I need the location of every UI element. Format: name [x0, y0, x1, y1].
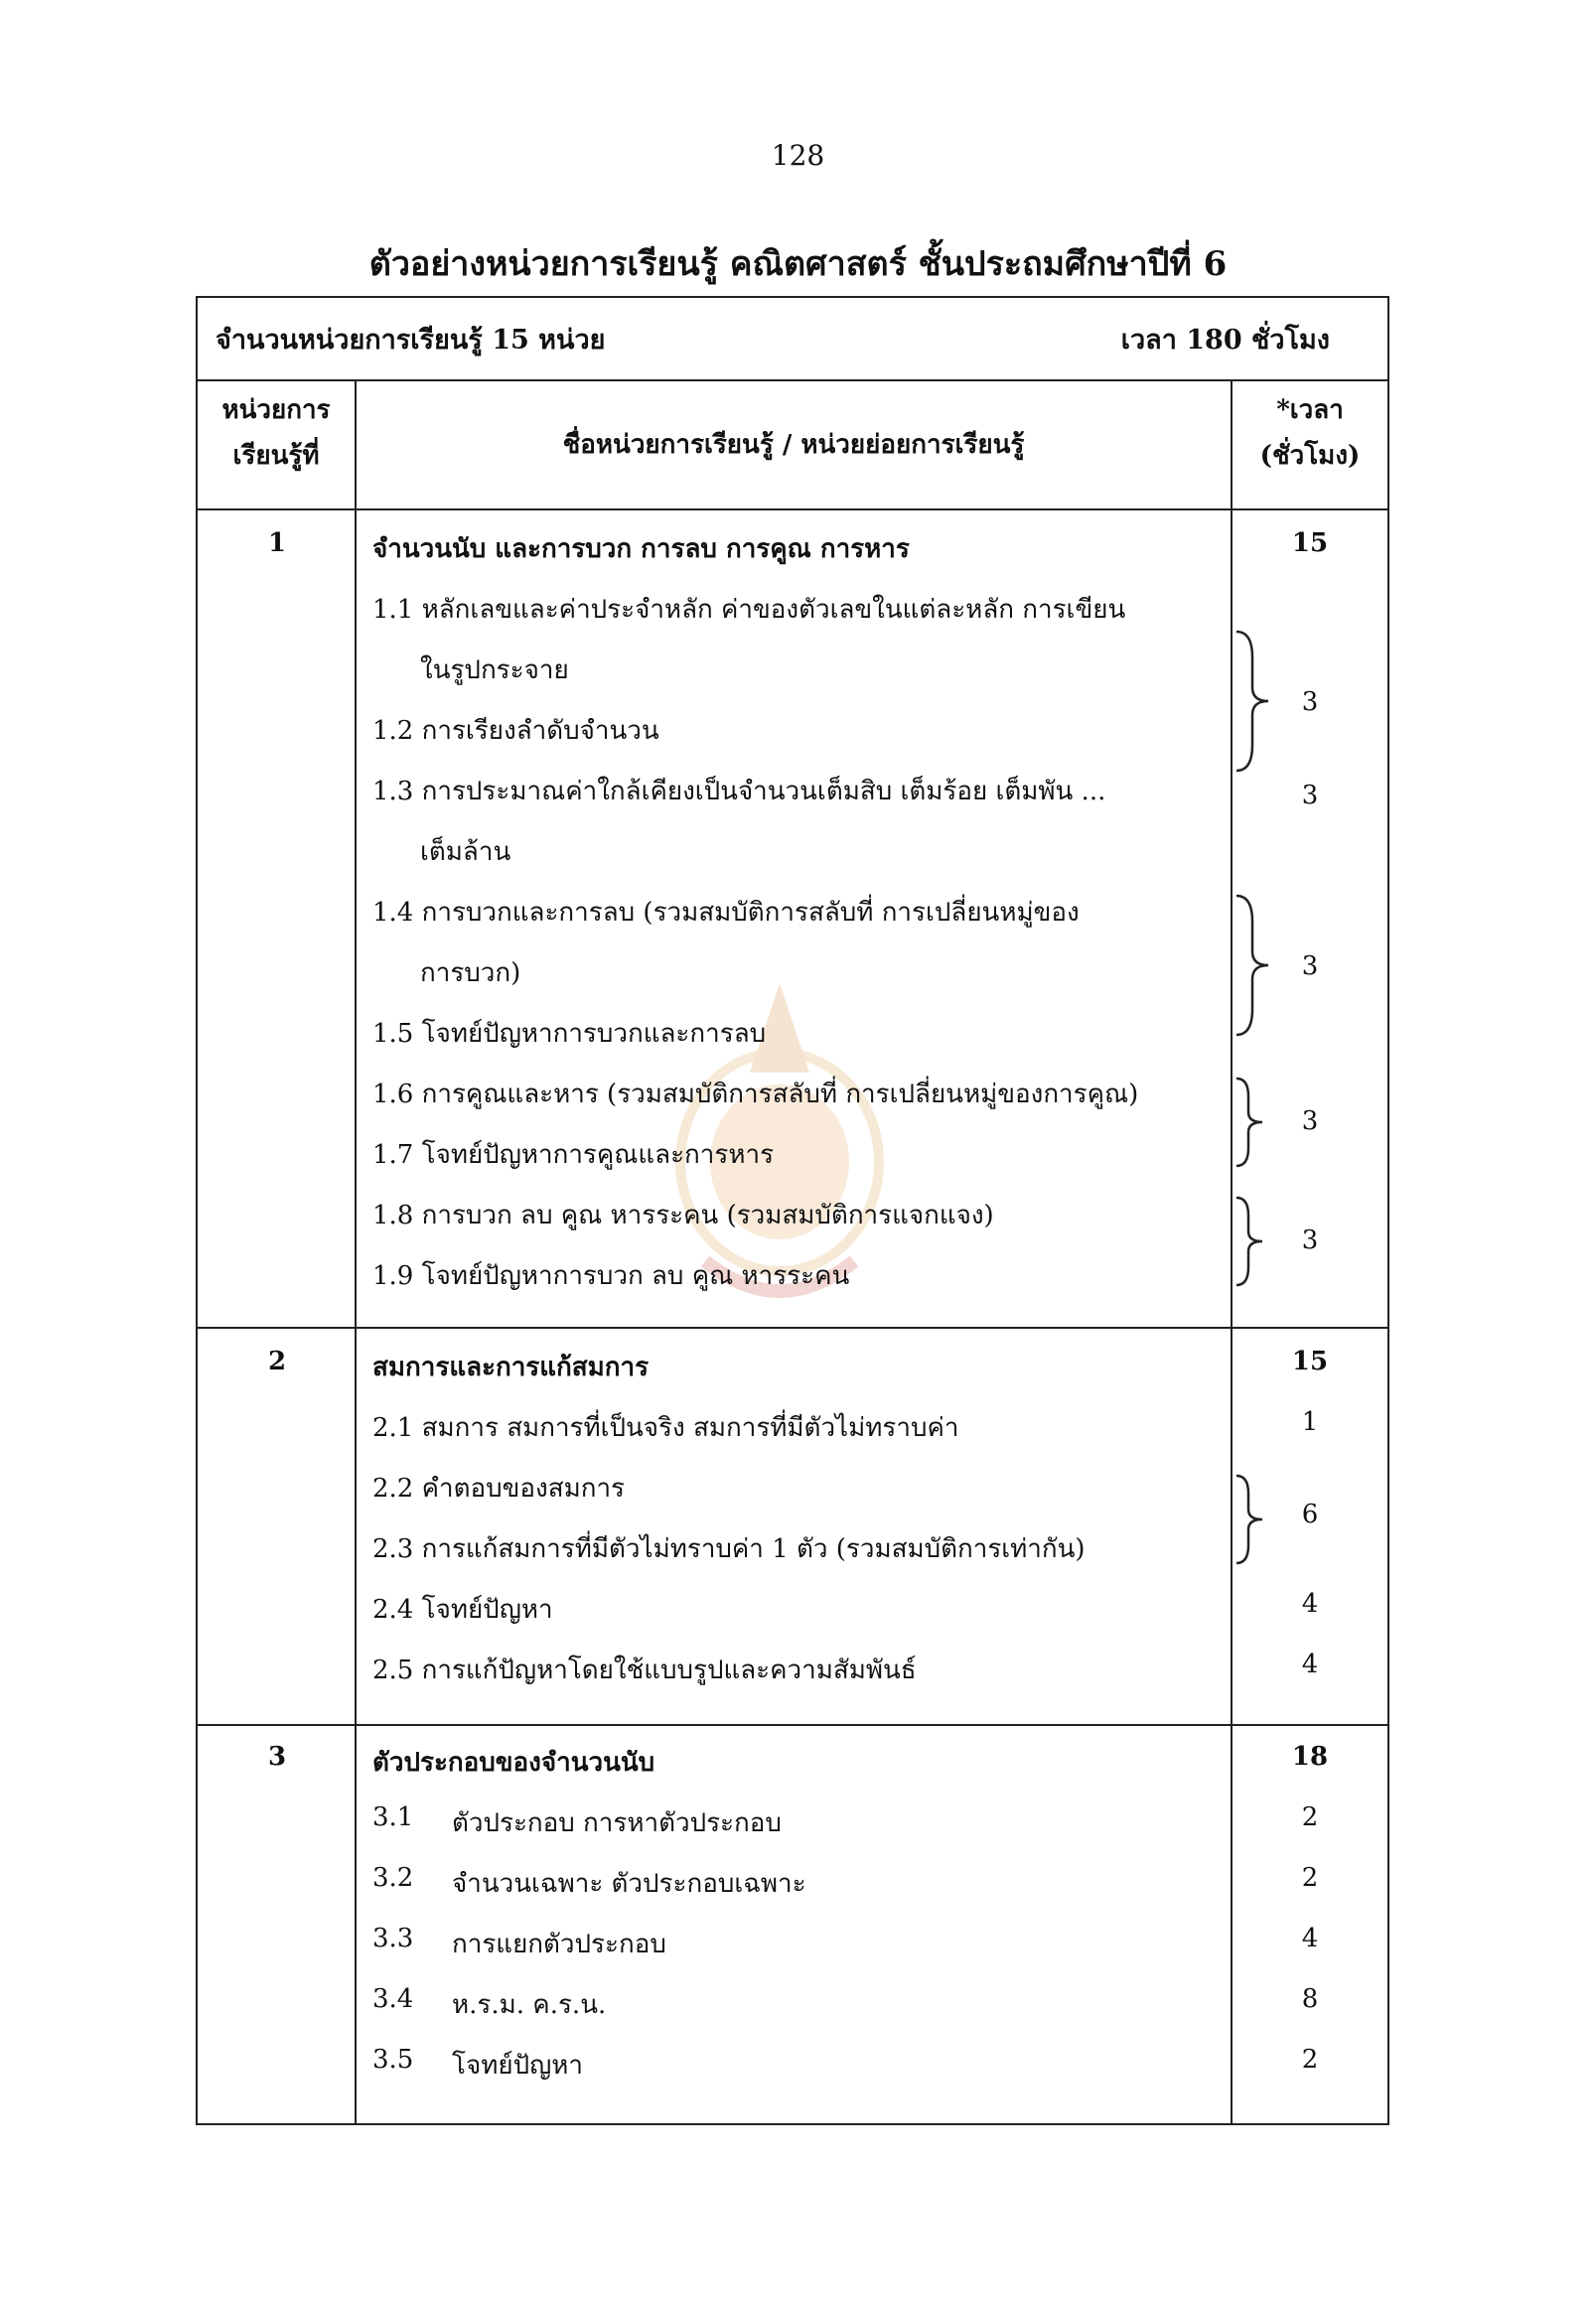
subunit-line: 1.6 การคูณและหาร (รวมสมบัติการสลับที่ การเปลี่ยนหมู่ของการคูณ) [372, 1080, 1139, 1109]
unit-hours: 18 [1291, 1742, 1329, 1772]
subunit-number: 3.4 [372, 1984, 414, 2014]
header-time-line2: (ชั่วโมง) [1259, 441, 1361, 471]
subunit-line: การบวก) [420, 958, 521, 988]
unit-title: สมการและการแก้สมการ [372, 1353, 650, 1382]
subunit-hours: 2 [1301, 2045, 1319, 2075]
subunit-line: ตัวประกอบ การหาตัวประกอบ [452, 1808, 782, 1838]
subunit-hours: 3 [1301, 951, 1319, 981]
unit-number: 3 [267, 1742, 287, 1772]
unit-divider [198, 1724, 1387, 1726]
subunit-hours: 3 [1301, 1225, 1319, 1255]
subunit-line: 2.3 การแก้สมการที่มีตัวไม่ทราบค่า 1 ตัว (รวมสมบัติการเท่ากัน) [372, 1534, 1086, 1564]
header-unit [198, 387, 355, 479]
subunit-line: 2.2 คำตอบของสมการ [372, 1474, 626, 1504]
subunit-line: 1.9 โจทย์ปัญหาการบวก ลบ คูณ หารระคน [372, 1261, 850, 1291]
unit-title: ตัวประกอบของจำนวนนับ [372, 1748, 655, 1778]
subunit-hours: 3 [1301, 781, 1319, 810]
unit-title: จำนวนนับ และการบวก การลบ การคูณ การหาร [372, 534, 910, 564]
subunit-line: 2.1 สมการ สมการที่เป็นจริง สมการที่มีตัวไม่ทราบค่า [372, 1413, 959, 1443]
subunit-line: เต็มล้าน [420, 837, 511, 867]
subunit-hours: 3 [1301, 1106, 1319, 1136]
subunit-line: 1.7 โจทย์ปัญหาการคูณและการหาร [372, 1140, 775, 1170]
subunit-line: ห.ร.ม. ค.ร.น. [452, 1990, 607, 2020]
units-table [196, 296, 1389, 2125]
subunit-hours: 2 [1301, 1802, 1319, 1832]
subunit-line: โจทย์ปัญหา [452, 2051, 583, 2081]
subunit-line: 1.3 การประมาณค่าใกล้เคียงเป็นจำนวนเต็มสิบ เต็มร้อย เต็มพัน ... [372, 777, 1106, 806]
unit-number: 1 [267, 528, 287, 558]
subunit-hours: 4 [1301, 1589, 1319, 1619]
subunit-line: การแยกตัวประกอบ [452, 1930, 666, 1959]
subunit-hours: 1 [1301, 1407, 1319, 1437]
header-time [1233, 387, 1387, 479]
subunit-number: 3.1 [372, 1802, 414, 1832]
subunit-number: 3.5 [372, 2045, 414, 2075]
unit-hours: 15 [1291, 1347, 1329, 1376]
subunit-line: จำนวนเฉพาะ ตัวประกอบเฉพาะ [452, 1869, 806, 1899]
unit-count: จำนวนหน่วยการเรียนรู้ 15 หน่วย [216, 325, 606, 356]
subunit-line: ในรูปกระจาย [420, 655, 569, 685]
subunit-hours: 8 [1301, 1984, 1319, 2014]
unit-number: 2 [267, 1347, 287, 1376]
header-unit-line2: เรียนรู้ที่ [232, 441, 320, 471]
subunit-line: 1.1 หลักเลขและค่าประจำหลัก ค่าของตัวเลขในแต่ละหลัก การเขียน [372, 595, 1126, 625]
column-divider [355, 381, 357, 2125]
subunit-hours: 6 [1301, 1500, 1319, 1529]
subunit-hours: 4 [1301, 1650, 1319, 1679]
header-time-line1: *เวลา [1276, 395, 1344, 425]
page-number: 128 [771, 139, 825, 172]
subunit-line: 1.5 โจทย์ปัญหาการบวกและการลบ [372, 1019, 767, 1049]
unit-divider [198, 1327, 1387, 1329]
unit-hours: 15 [1291, 528, 1329, 558]
header-divider [198, 508, 1387, 510]
document-title: ตัวอย่างหน่วยการเรียนรู้ คณิตศาสตร์ ชั้นประถมศึกษาปีที่ 6 [368, 244, 1228, 284]
subunit-line: 1.8 การบวก ลบ คูณ หารระคน (รวมสมบัติการแจกแจง) [372, 1201, 994, 1230]
subunit-line: 1.4 การบวกและการลบ (รวมสมบัติการสลับที่ การเปลี่ยนหมู่ของ [372, 898, 1080, 928]
subunit-number: 3.3 [372, 1924, 414, 1953]
subunit-hours: 2 [1301, 1863, 1319, 1893]
subunit-line: 2.5 การแก้ปัญหาโดยใช้แบบรูปและความสัมพันธ์ [372, 1655, 917, 1685]
total-time: เวลา 180 ชั่วโมง [1120, 325, 1330, 356]
subunit-hours: 3 [1301, 687, 1319, 717]
subunit-line: 2.4 โจทย์ปัญหา [372, 1595, 553, 1625]
header-name: ชื่อหน่วยการเรียนรู้ / หน่วยย่อยการเรียนรู้ [562, 430, 1025, 460]
subunit-number: 3.2 [372, 1863, 414, 1893]
subunit-line: 1.2 การเรียงลำดับจำนวน [372, 716, 659, 746]
subunit-hours: 4 [1301, 1924, 1319, 1953]
summary-row [198, 298, 1387, 381]
header-unit-line1: หน่วยการ [221, 395, 331, 425]
